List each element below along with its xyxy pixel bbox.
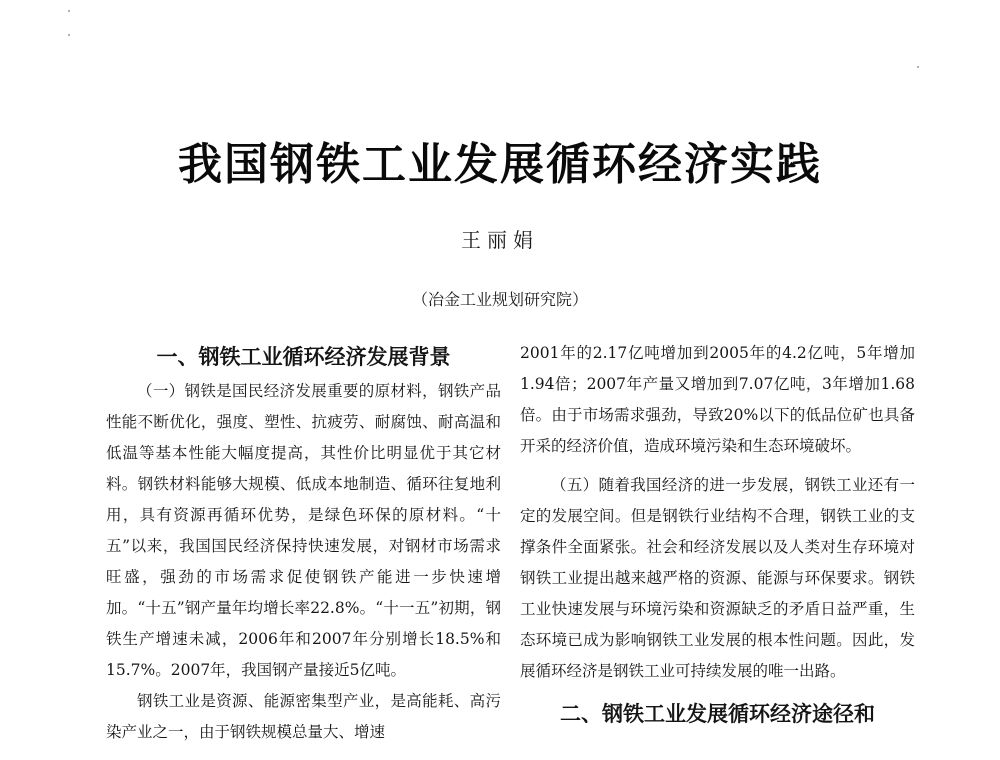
author-affiliation: （冶金工业规划研究院） — [411, 290, 588, 309]
right-column — [520, 338, 915, 733]
body-paragraph: （五）随着我国经济的进一步发展，钢铁工业还有一定的发展空间。但是钢铁行业结构不合理，钢铁工业的支撑条件全面紧张。社会和经济发展以及人类对生存环境对钢铁工业提出越来越严格的资源、能源与环保要求。钢铁工业快速发展与环境污染和资源缺乏的矛盾日益严重，生态环境已成为影响钢铁工业发展的根本性问题。因此，发展循环经济是钢铁工业可持续发展的唯一出路。 — [520, 476, 915, 680]
section-heading-2: 二、钢铁工业发展循环经济途径和 — [560, 701, 875, 726]
body-paragraph: 2001年的2.17亿吨增加到2005年的4.2亿吨，5年增加1.94倍；2007年产量又增加到7.07亿吨，3年增加1.68倍。由于市场需求强劲，导致20%以下的低品位矿也具备开采的经济价值，造成环境污染和生态环境破坏。 — [520, 344, 915, 455]
scan-speck — [68, 34, 70, 36]
paper-title: 我国钢铁工业发展循环经济实践 — [178, 139, 822, 190]
author-name: 王丽娟 — [461, 228, 539, 252]
body-paragraph: 钢铁工业是资源、能源密集型产业，是高能耗、高污染产业之一，由于钢铁规模总量大、增速 — [106, 692, 501, 741]
scan-speck — [917, 66, 919, 68]
section-heading-1: 一、钢铁工业循环经济发展背景 — [156, 344, 451, 369]
paragraph-gap — [520, 462, 915, 470]
scan-speck — [68, 10, 70, 12]
body-paragraph: （一）钢铁是国民经济发展重要的原材料，钢铁产品性能不断优化，强度、塑性、抗疲劳、耐腐蚀、耐高温和低温等基本性能大幅度提高，其性价比明显优于其它材料。钢铁材料能够大规模、低成本地制造、循环往复地利用，具有资源再循环优势，是绿色环保的原材料。“十五”以来，我国国民经济保持快速发展，对钢材市场需求旺盛，强劲的市场需求促使钢铁产能进一步快速增加。“十五”钢产量年均增长率22.8%。“十一五”初期，钢铁生产增速未减，2006年和2007年分别增长18.5%和15.7%。2007年，我国钢产量接近5亿吨。 — [106, 382, 501, 679]
left-column — [106, 338, 501, 748]
